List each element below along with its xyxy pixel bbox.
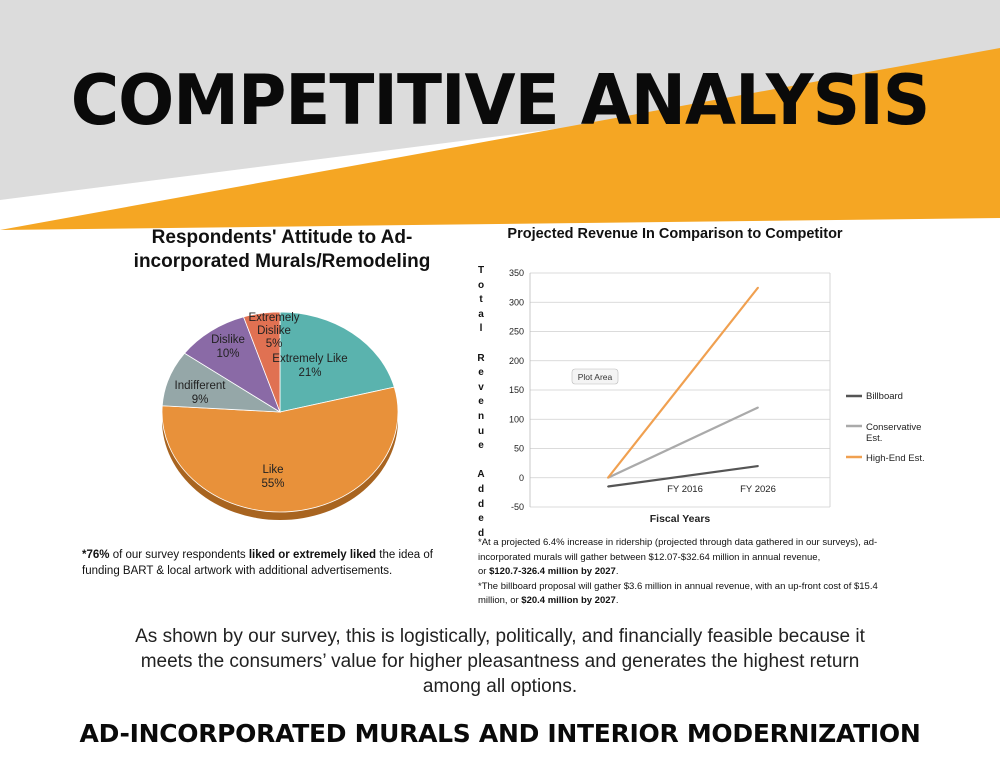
pie-label-extremely-like: Extremely Like	[272, 353, 348, 365]
pie-footnote-pct: *76%	[82, 549, 110, 561]
pie-chart-title	[92, 226, 472, 274]
pie-footnote-text2: the idea of funding BART & local artwork with additional advertisements.	[82, 549, 433, 577]
y-tick-label: 250	[508, 326, 524, 337]
ylabel-letter: A	[477, 469, 485, 481]
ylabel-letter: n	[477, 410, 485, 422]
closing-subtitle: AD-INCORPORATED MURALS AND INTERIOR MODERNIZATION	[79, 719, 921, 748]
pie-footnote	[82, 547, 442, 579]
ylabel-letter	[474, 454, 488, 469]
pie-title-line2: incorporated Murals/Remodeling	[133, 251, 431, 272]
pie-label-like: Like	[262, 464, 284, 476]
x-tick-fy2026: FY 2026	[740, 484, 776, 495]
legend-conservative-1: Conservative	[866, 422, 922, 433]
y-tick-label: 300	[508, 297, 524, 308]
ylabel-letter: e	[478, 440, 484, 452]
line-chart-ylabel	[474, 264, 488, 541]
series-point-high-end-est-	[607, 477, 609, 479]
ylabel-letter: l	[479, 323, 483, 335]
line-footnote-2: *The billboard proposal will gather $3.6 million in annual revenue, with an up-front cost of $15.4 million, or $20.4 million by 2027.	[478, 580, 878, 607]
line-chart	[490, 255, 960, 530]
line-footnote-1b: or $120.7-326.4 million by 2027.	[478, 566, 619, 578]
pie-chart	[140, 290, 430, 540]
y-tick-label: 50	[513, 443, 524, 454]
ylabel-letter: e	[478, 396, 484, 408]
series-line-high-end-est-	[608, 288, 758, 478]
x-tick-fy2016: FY 2016	[667, 484, 703, 495]
ylabel-letter: e	[478, 367, 484, 379]
plot-area-label: Plot Area	[577, 372, 613, 382]
ylabel-letter: a	[478, 308, 484, 320]
pie-footnote-bold: liked or extremely liked	[248, 549, 377, 561]
line-footnotes	[478, 536, 898, 609]
pie-label-extremely-dislike-1: Extremely	[248, 312, 300, 324]
pie-pct-indifferent: 9%	[191, 394, 209, 406]
series-point-conservative-est-	[757, 407, 759, 409]
ylabel-letter: R	[477, 352, 485, 364]
line-chart-xlabel: Fiscal Years	[649, 513, 711, 525]
ylabel-letter: o	[477, 279, 485, 291]
pie-pct-like: 55%	[261, 478, 285, 490]
y-tick-label: 150	[508, 385, 524, 395]
series-point-high-end-est-	[757, 287, 759, 289]
pie-footnote-text1: of our survey respondents	[109, 549, 249, 561]
y-tick-label: 0	[518, 472, 524, 483]
pie-label-indifferent: Indifferent	[174, 380, 226, 392]
pie-label-dislike: Dislike	[211, 334, 245, 346]
line-chart-title: Projected Revenue In Comparison to Competitor	[507, 226, 843, 242]
ylabel-letter: d	[477, 527, 485, 539]
series-point-billboard	[607, 486, 609, 488]
series-point-billboard	[757, 465, 759, 467]
pie-pct-extremely-like: 21%	[298, 367, 322, 379]
line-footnote-1b-bold: $120.7-326.4 million by 2027	[489, 566, 616, 578]
page-title: COMPETITIVE ANALYSIS	[70, 60, 930, 141]
ylabel-letter: t	[479, 294, 483, 306]
ylabel-letter: e	[478, 513, 484, 525]
line-footnote-1: *At a projected 6.4% increase in ridership (projected through data gathered in our surveys), ad-incorporated murals will gather between $12.07-$32.64 million in annual revenue,	[478, 537, 878, 563]
pie-title-line1: Respondents' Attitude to Ad-	[151, 227, 413, 248]
conclusion-text: As shown by our survey, this is logistically, politically, and financially feasible because it meets the consumers’ value for higher pleasantness and generates the highest return among all options.	[135, 626, 865, 697]
line-footnote-1b-or: or	[478, 566, 490, 578]
legend-billboard: Billboard	[866, 391, 903, 402]
legend-high-end: High-End Est.	[866, 453, 925, 464]
line-footnote-2-bold: $20.4 million by 2027	[521, 595, 616, 607]
y-tick-label: -50	[510, 502, 524, 512]
line-footnote-2-text: *The billboard proposal will gather $3.6 million in annual revenue, with an up-front cost of $15.4 million, or	[478, 580, 878, 607]
series-line-conservative-est-	[608, 408, 758, 478]
plot-area-tooltip	[572, 369, 618, 384]
ylabel-letter: u	[477, 425, 485, 437]
ylabel-letter: d	[477, 483, 485, 495]
y-tick-label: 100	[508, 414, 524, 425]
ylabel-letter: v	[478, 381, 484, 393]
y-tick-label: 350	[508, 268, 524, 278]
ylabel-letter	[474, 337, 488, 352]
legend-conservative-2: Est.	[866, 433, 883, 444]
y-tick-label: 200	[508, 355, 524, 366]
ylabel-letter: d	[477, 498, 485, 510]
ylabel-letter: T	[477, 265, 485, 276]
pie-label-extremely-dislike-2: Dislike	[257, 325, 291, 337]
pie-pct-extremely-dislike: 5%	[265, 338, 283, 350]
pie-pct-dislike: 10%	[216, 348, 240, 360]
